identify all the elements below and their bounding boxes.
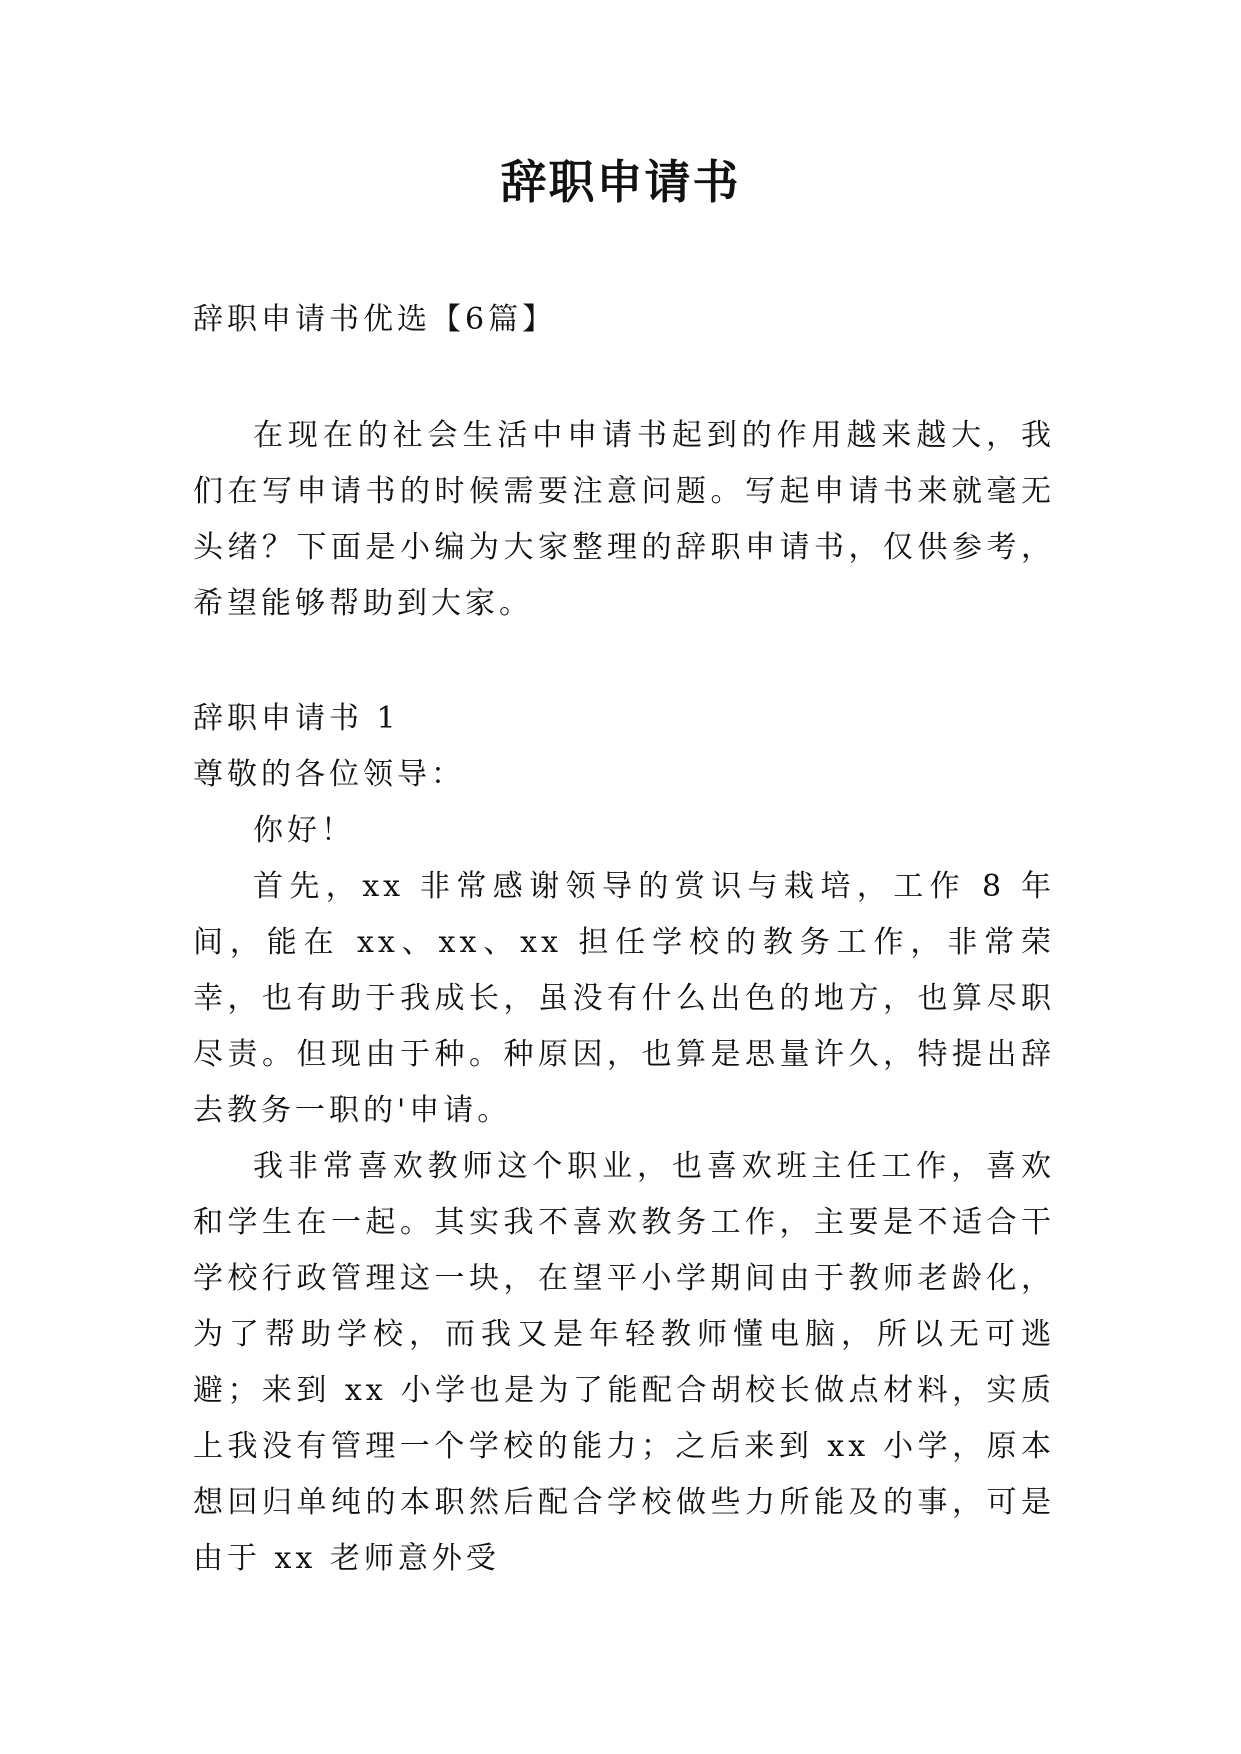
body-paragraph: 首先，xx 非常感谢领导的赏识与栽培，工作 8 年间，能在 xx、xx、xx 担任学校的教务工作，非常荣幸，也有助于我成长，虽没有什么出色的地方，也算尽职尽责。但现由于种。种原因，也算是思量许久，特提出辞去教务一职的'申请。	[193, 869, 1055, 1128]
document-body	[193, 292, 1055, 1587]
intro-paragraph: 在现在的社会生活中申请书起到的作用越来越大，我们在写申请书的时候需要注意问题。写起申请书来就毫无头绪？下面是小编为大家整理的辞职申请书，仅供参考，希望能够帮助到大家。	[193, 418, 1055, 621]
document-subtitle: 辞职申请书优选【6篇】	[193, 302, 557, 337]
body-paragraph: 我非常喜欢教师这个职业，也喜欢班主任工作，喜欢和学生在一起。其实我不喜欢教务工作，主要是不适合干学校行政管理这一块，在望平小学期间由于教师老龄化，为了帮助学校，而我又是年轻教师懂电脑，所以无可逃避；来到 xx 小学也是为了能配合胡校长做点材料，实质上我没有管理一个学校的能力；之后来到 xx 小学，原本想回归单纯的本职然后配合学校做些力所能及的事，可是由于 xx 老师意外受	[193, 1149, 1055, 1576]
section-heading: 辞职申请书 1	[193, 701, 400, 736]
salutation: 尊敬的各位领导：	[193, 757, 465, 792]
document-title: 辞职申请书	[500, 155, 741, 209]
greeting: 你好！	[253, 813, 355, 848]
